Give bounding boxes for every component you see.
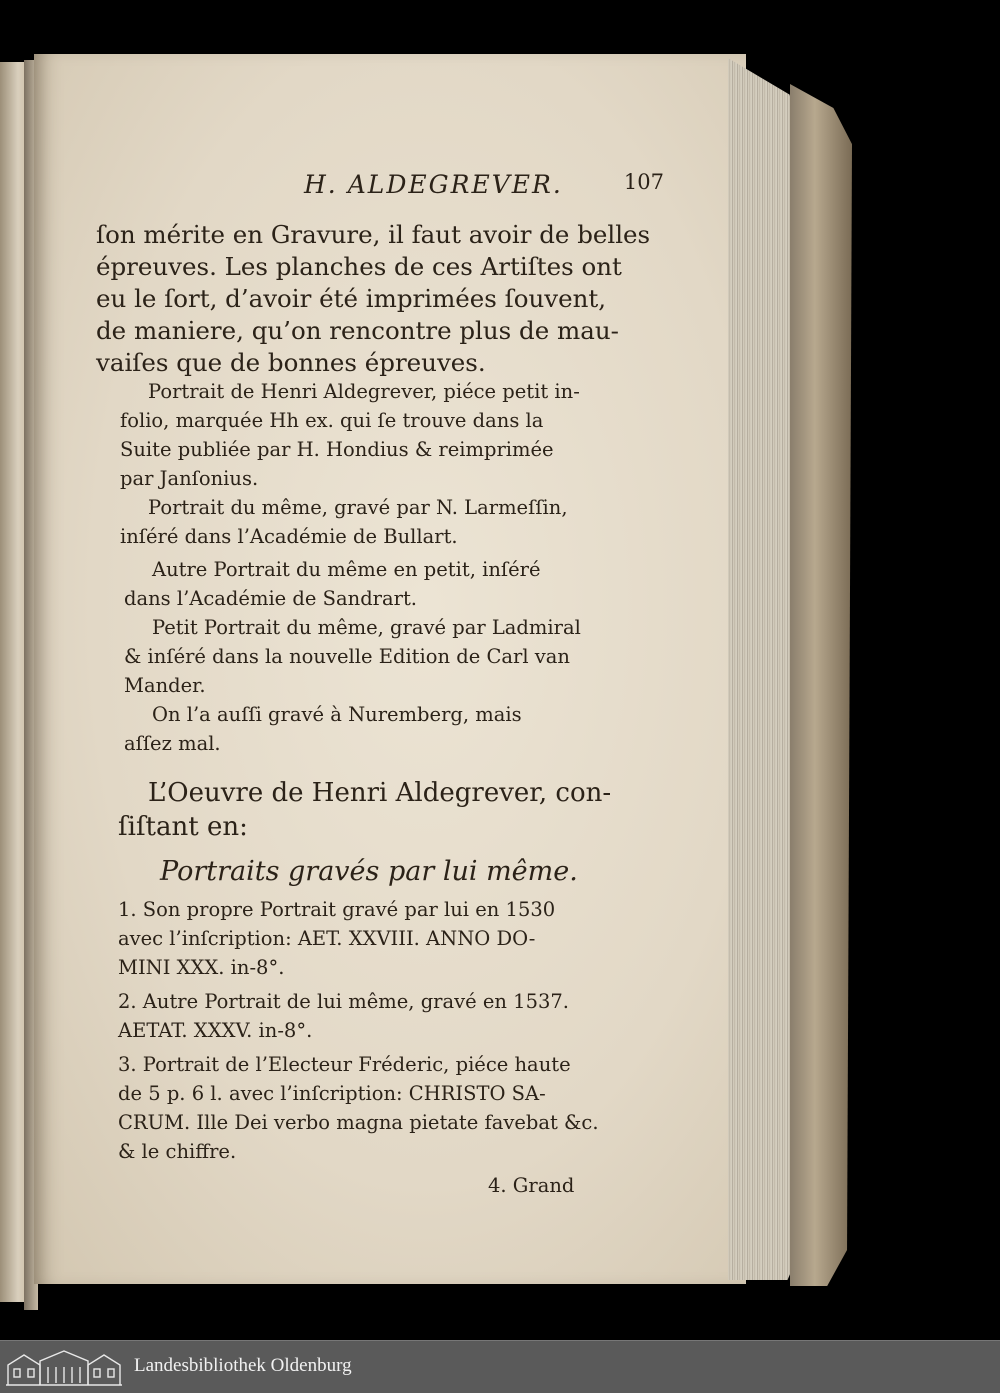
text-line: aſſez mal. bbox=[124, 732, 221, 755]
book-cover-edge bbox=[790, 84, 852, 1286]
text-line: MINI XXX. in-8°. bbox=[118, 956, 285, 979]
text-line: ſon mérite en Gravure, il faut avoir de belles bbox=[96, 220, 651, 249]
text-line: Mander. bbox=[124, 674, 206, 697]
text-line: inſéré dans l’Académie de Bullart. bbox=[120, 525, 458, 548]
section-heading: L’Oeuvre de Henri Aldegrever, con- bbox=[148, 778, 612, 808]
library-building-icon bbox=[4, 1347, 124, 1387]
library-footer bbox=[0, 1340, 1000, 1393]
institution-name: Landesbibliothek Oldenburg bbox=[134, 1355, 352, 1376]
text-line: folio, marquée Hh ex. qui ſe trouve dans la bbox=[120, 409, 544, 432]
text-line: épreuves. Les planches de ces Artiſtes ont bbox=[96, 252, 622, 281]
text-line: Portrait du même, gravé par N. Larmeſſin, bbox=[148, 496, 568, 519]
text-line: vaiſes que de bonnes épreuves. bbox=[96, 348, 486, 377]
text-line: 3. Portrait de l’Electeur Fréderic, piéce haute bbox=[118, 1053, 571, 1076]
text-line: Portrait de Henri Aldegrever, piéce petit in- bbox=[148, 380, 580, 403]
running-head bbox=[204, 170, 664, 200]
text-line: avec l’inſcription: AET. XXVIII. ANNO DO- bbox=[118, 927, 536, 950]
text-line: On l’a auſſi gravé à Nuremberg, mais bbox=[152, 703, 522, 726]
text-line: eu le ſort, d’avoir été imprimées ſouvent, bbox=[96, 284, 607, 313]
text-line: AETAT. XXXV. in-8°. bbox=[118, 1019, 313, 1042]
text-line: & le chiffre. bbox=[118, 1140, 237, 1163]
text-line: & inſéré dans la nouvelle Edition de Carl van bbox=[124, 645, 570, 668]
text-line: par Janſonius. bbox=[120, 467, 259, 490]
text-line: Autre Portrait du même en petit, inſéré bbox=[152, 558, 541, 581]
text-line: de maniere, qu’on rencontre plus de mau- bbox=[96, 316, 619, 345]
catchword: 4. Grand bbox=[488, 1174, 575, 1197]
text-line: 2. Autre Portrait de lui même, gravé en 1537. bbox=[118, 990, 570, 1013]
text-line: Petit Portrait du même, gravé par Ladmiral bbox=[152, 616, 581, 639]
text-line: Suite publiée par H. Hondius & reimprimée bbox=[120, 438, 554, 461]
page-edges bbox=[728, 58, 798, 1280]
running-title: H. ALDEGREVER. bbox=[304, 170, 563, 199]
text-line: 1. Son propre Portrait gravé par lui en 1530 bbox=[118, 898, 556, 921]
page-number: 107 bbox=[623, 170, 664, 194]
text-line: dans l’Académie de Sandrart. bbox=[124, 587, 417, 610]
subsection-heading: Portraits gravés par lui même. bbox=[160, 856, 578, 887]
section-heading: ſiſtant en: bbox=[118, 812, 248, 842]
text-line: CRUM. Ille Dei verbo magna pietate favebat &c. bbox=[118, 1111, 599, 1134]
text-line: de 5 p. 6 l. avec l’inſcription: CHRISTO SA- bbox=[118, 1082, 546, 1105]
